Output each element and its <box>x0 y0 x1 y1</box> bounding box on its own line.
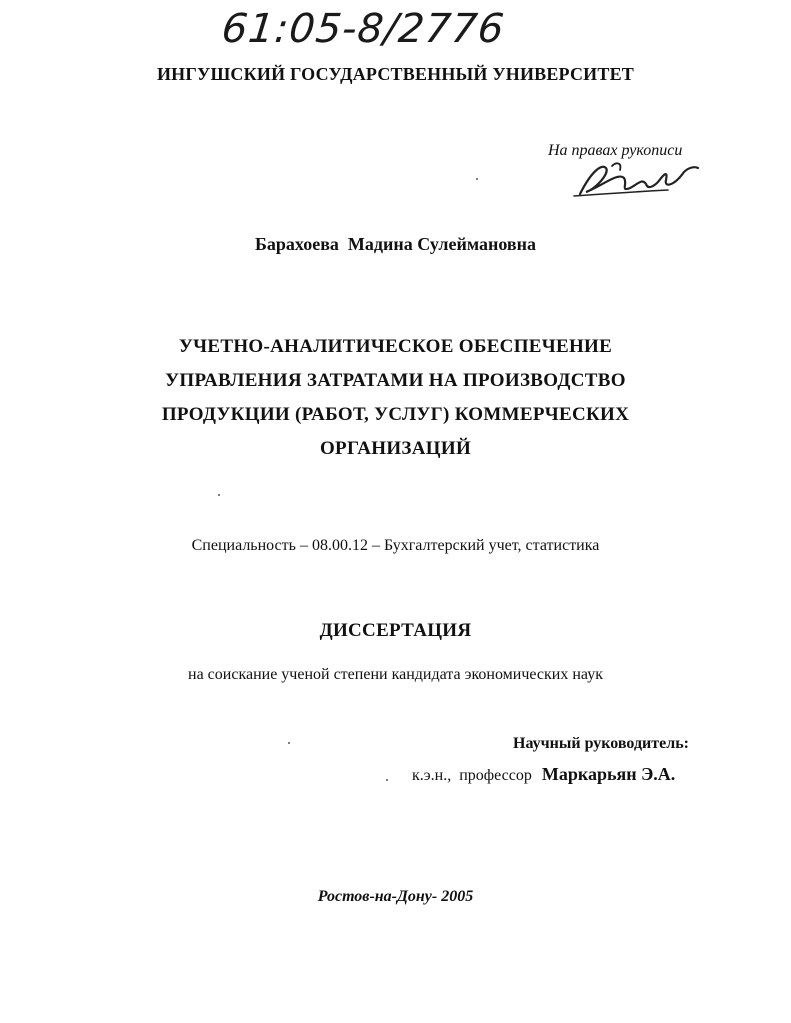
title-line: УЧЕТНО-АНАЛИТИЧЕСКОЕ ОБЕСПЕЧЕНИЕ <box>178 336 613 357</box>
scan-speck <box>218 494 220 496</box>
title-line: ПРОДУКЦИИ (РАБОТ, УСЛУГ) КОММЕРЧЕСКИХ <box>161 404 630 425</box>
scan-speck <box>386 779 388 781</box>
document-type: ДИССЕРТАЦИЯ <box>319 620 472 641</box>
scan-speck <box>288 742 290 744</box>
degree-statement: на соискание ученой степени кандидата экономических наук <box>188 666 603 683</box>
supervisor-title: к.э.н., профессор <box>412 767 532 784</box>
signature-icon <box>572 160 702 200</box>
dissertation-title <box>0 330 791 466</box>
supervisor-label: Научный руководитель: <box>513 735 689 752</box>
scan-speck <box>476 178 478 180</box>
supervisor-name: Маркарьян Э.А. <box>541 764 676 784</box>
author-name: Барахоева Мадина Сулеймановна <box>255 234 536 254</box>
specialty: Специальность – 08.00.12 – Бухгалтерский учет, статистика <box>191 537 600 554</box>
city-year: Ростов-на-Дону- 2005 <box>317 888 474 905</box>
university-name: ИНГУШСКИЙ ГОСУДАРСТВЕННЫЙ УНИВЕРСИТЕТ <box>156 64 634 84</box>
manuscript-rights: На правах рукописи <box>548 142 683 159</box>
archive-stamp: 61:05-8/2776 <box>219 6 507 52</box>
supervisor-line <box>412 764 675 785</box>
title-line: ОРГАНИЗАЦИЙ <box>319 438 472 459</box>
title-line: УПРАВЛЕНИЯ ЗАТРАТАМИ НА ПРОИЗВОДСТВО <box>165 370 626 391</box>
